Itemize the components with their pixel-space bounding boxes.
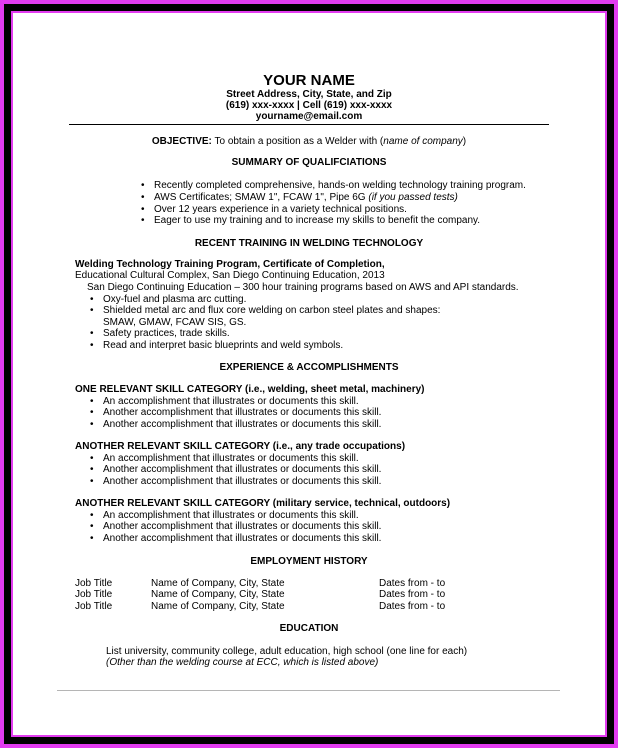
address-line: Street Address, City, State, and Zip [226,89,392,100]
skill-category-heading: ANOTHER RELEVANT SKILL CATEGORY (military service, technical, outdoors) [75,498,451,509]
bullet-icon: • [141,204,145,215]
accomplishment-text: Another accomplishment that illustrates or documents this skill. [103,407,382,418]
job-title: Job Title [75,589,113,600]
bullet-icon: • [90,419,94,430]
training-item [90,328,230,339]
training-title: RECENT TRAINING IN WELDING TECHNOLOGY [194,238,424,249]
job-company: Name of Company, City, State [151,589,285,600]
training-item [90,294,247,305]
summary-item [141,192,458,203]
summary-text: Recently completed comprehensive, hands-on welding technology training program. [154,180,526,191]
accomplishment-text: Another accomplishment that illustrates or documents this skill. [103,464,382,475]
accomplishment-item [90,521,382,532]
bullet-icon: • [90,294,94,305]
resume-name: YOUR NAME [263,72,355,89]
bullet-icon: • [141,215,145,226]
accomplishment-item [90,464,382,475]
bullet-icon: • [141,180,145,191]
accomplishment-text: Another accomplishment that illustrates or documents this skill. [103,419,382,430]
training-item [90,340,344,351]
footer-divider [57,690,560,691]
training-continuation: SMAW, GMAW, FCAW SIS, GS. [103,317,247,328]
training-program: Welding Technology Training Program, Certificate of Completion, [75,259,385,270]
accomplishment-item [90,510,359,521]
employment-title: EMPLOYMENT HISTORY [250,556,368,567]
job-company: Name of Company, City, State [151,601,285,612]
training-text: Shielded metal arc and flux core welding on carbon steel plates and shapes: [103,305,441,316]
bullet-icon: • [141,192,145,203]
bullet-icon: • [90,305,94,316]
bullet-icon: • [90,510,94,521]
accomplishment-text: Another accomplishment that illustrates or documents this skill. [103,476,382,487]
job-title: Job Title [75,578,113,589]
experience-title: EXPERIENCE & ACCOMPLISHMENTS [219,362,399,373]
accomplishment-text: An accomplishment that illustrates or documents this skill. [103,510,359,521]
bullet-icon: • [90,453,94,464]
bullet-icon: • [90,476,94,487]
education-note: (Other than the welding course at ECC, which is listed above) [106,657,379,668]
job-dates: Dates from - to [379,601,446,612]
accomplishment-item [90,533,382,544]
training-text: Safety practices, trade skills. [103,328,230,339]
summary-title: SUMMARY OF QUALIFCIATIONS [231,157,387,168]
bullet-icon: • [90,521,94,532]
accomplishment-text: Another accomplishment that illustrates or documents this skill. [103,521,382,532]
summary-text: Over 12 years experience in a variety technical positions. [154,204,407,215]
header-divider [69,124,549,125]
objective-text: To obtain a position as a Welder with ( [211,136,384,147]
objective-line [0,136,618,147]
skill-category-heading: ANOTHER RELEVANT SKILL CATEGORY (i.e., any trade occupations) [75,441,406,452]
training-item [90,305,441,316]
summary-item [141,204,407,215]
accomplishment-item [90,476,382,487]
summary-text: AWS Certificates; SMAW 1", FCAW 1", Pipe 6G [154,192,369,203]
summary-text: Eager to use my training and to increase my skills to benefit the company. [154,215,481,226]
accomplishment-item [90,453,359,464]
job-dates: Dates from - to [379,589,446,600]
skill-category-heading: ONE RELEVANT SKILL CATEGORY (i.e., welding, sheet metal, machinery) [75,384,425,395]
accomplishment-text: An accomplishment that illustrates or documents this skill. [103,396,359,407]
training-detail: San Diego Continuing Education – 300 hour training programs based on AWS and API standards. [87,282,519,293]
objective-company: name of company [383,136,463,147]
job-dates: Dates from - to [379,578,446,589]
accomplishment-item [90,396,359,407]
bullet-icon: • [90,407,94,418]
summary-item [141,215,481,226]
accomplishment-text: An accomplishment that illustrates or documents this skill. [103,453,359,464]
summary-italic: (if you passed tests) [368,192,458,203]
accomplishment-text: Another accomplishment that illustrates or documents this skill. [103,533,382,544]
training-location: Educational Cultural Complex, San Diego Continuing Education, 2013 [75,270,385,281]
bullet-icon: • [90,533,94,544]
email-line: yourname@email.com [255,111,363,122]
summary-item [141,180,526,191]
job-company: Name of Company, City, State [151,578,285,589]
training-text: Oxy-fuel and plasma arc cutting. [103,294,247,305]
training-text: Read and interpret basic blueprints and weld symbols. [103,340,344,351]
accomplishment-item [90,407,382,418]
education-title: EDUCATION [279,623,339,634]
phone-line: (619) xxx-xxxx | Cell (619) xxx-xxxx [225,100,393,111]
accomplishment-item [90,419,382,430]
bullet-icon: • [90,464,94,475]
bullet-icon: • [90,328,94,339]
education-line: List university, community college, adult education, high school (one line for each) [106,646,468,657]
job-title: Job Title [75,601,113,612]
bullet-icon: • [90,340,94,351]
bullet-icon: • [90,396,94,407]
objective-close: ) [462,136,467,147]
objective-label: OBJECTIVE: [151,136,212,147]
